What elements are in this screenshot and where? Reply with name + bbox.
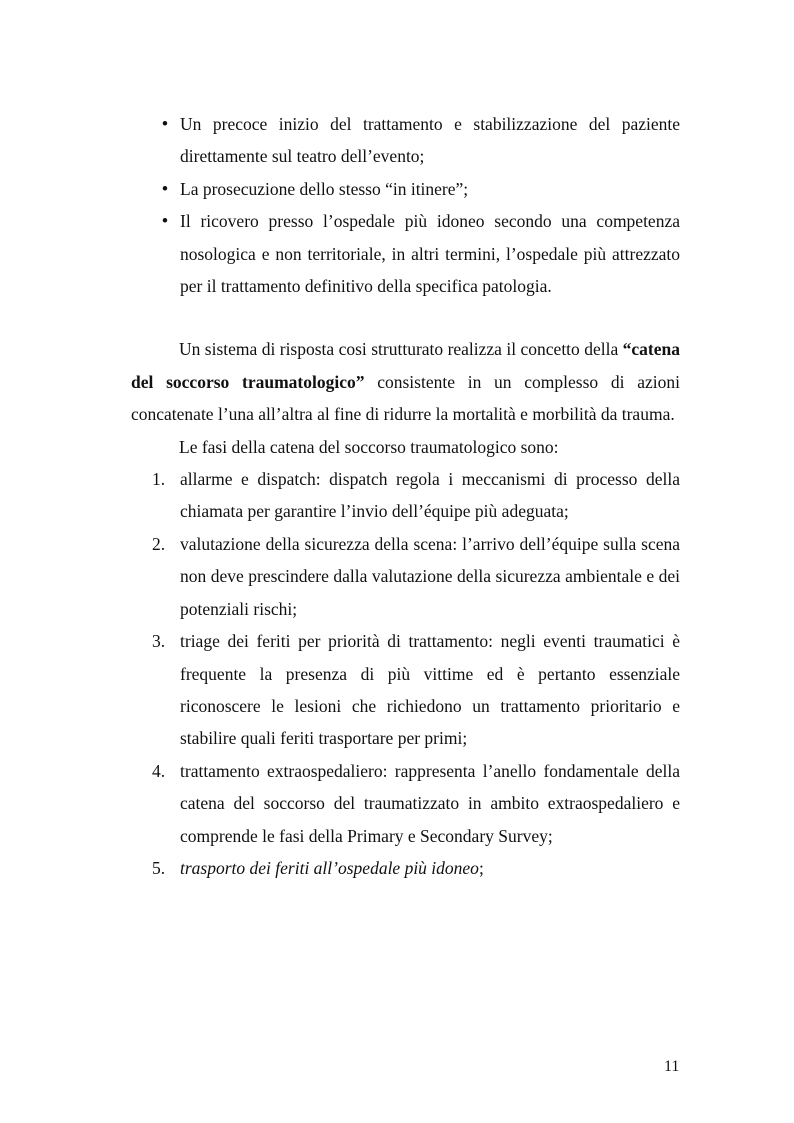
bullet-list [131, 108, 680, 302]
numbered-list [131, 463, 680, 884]
list-item [131, 173, 680, 205]
item-text-italic: trasporto dei feriti all’ospedale più idoneo [180, 857, 479, 878]
bullet-icon [158, 108, 172, 141]
bullet-icon [158, 205, 172, 238]
item-number: 3. [152, 631, 166, 652]
list-item [131, 463, 680, 528]
bullet-text: La prosecuzione dello stesso “in itinere”; [180, 178, 469, 199]
item-text: valutazione della sicurezza della scena: l’arrivo dell’équipe sulla scena non deve prescindere dalla valutazione della sicurezza ambientale e dei potenziali rischi; [180, 533, 680, 619]
paragraph-text: Un sistema di risposta cosi strutturato realizza il concetto della [179, 339, 623, 360]
list-item [131, 108, 680, 173]
list-intro: Le fasi della catena del soccorso traumatologico sono: [179, 436, 559, 457]
bullet-icon [158, 173, 172, 206]
list-item [131, 205, 680, 302]
list-item [131, 755, 680, 852]
item-text: allarme e dispatch: dispatch regola i meccanismi di processo della chiamata per garantire l’invio dell’équipe più adeguata; [180, 469, 680, 522]
list-item [131, 625, 680, 755]
page-number: 11 [664, 1058, 680, 1075]
item-text: triage dei feriti per priorità di trattamento: negli eventi traumatici è frequente la presenza di più vittime ed è pertanto essenziale riconoscere le lesioni che richiedono un trattamento prioritario e stabilire quali feriti trasportare per primi; [180, 631, 680, 749]
list-item [131, 852, 680, 884]
paragraph-text: consistente in un complesso di azioni concatenate l’una all’altra al fine di ridurre la mortalità e morbilità da trauma. [131, 371, 680, 425]
item-number: 2. [152, 533, 166, 554]
item-text: trattamento extraospedaliero: rappresenta l’anello fondamentale della catena del soccorso del traumatizzato in ambito extraospedaliero e comprende le fasi della Primary e Secondary Survey; [180, 760, 680, 846]
body-paragraph [131, 333, 680, 430]
key-concept: “catena del soccorso traumatologico” [131, 339, 680, 392]
bullet-text: Il ricovero presso l’ospedale più idoneo secondo una competenza nosologica e non territoriale, in altri termini, l’ospedale più attrezzato per il trattamento definitivo della specifica patologia. [180, 211, 680, 297]
item-number: 4. [152, 760, 166, 781]
page-content [131, 108, 680, 884]
item-number: 5. [152, 857, 166, 878]
bullet-text: Un precoce inizio del trattamento e stabilizzazione del paziente direttamente sul teatro dell’evento; [180, 114, 680, 167]
list-item [131, 528, 680, 625]
item-text: ; [478, 857, 484, 878]
item-number: 1. [152, 469, 166, 490]
